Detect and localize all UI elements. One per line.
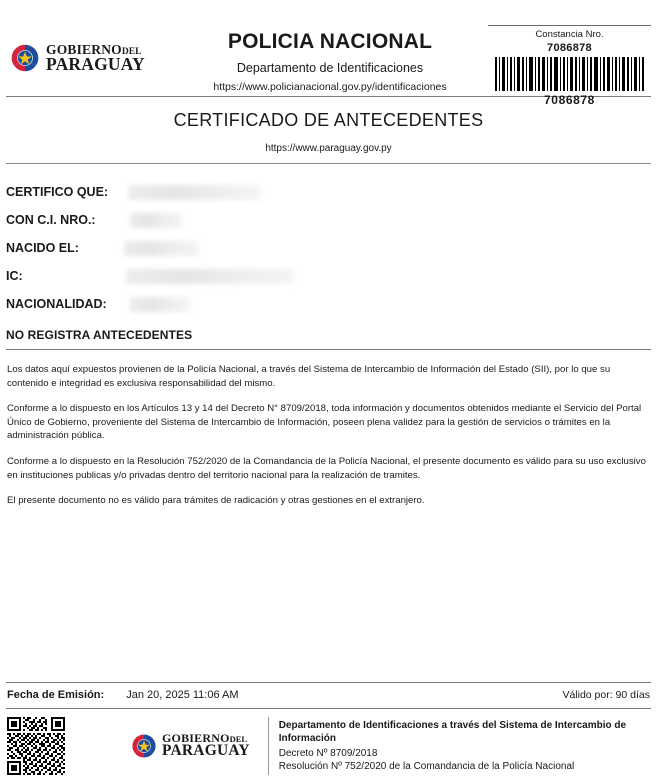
field-label-ic: IC: bbox=[6, 269, 23, 283]
organization-url: https://www.policianacional.gov.py/identificaciones bbox=[213, 81, 447, 93]
field-label-nacido-el: NACIDO EL: bbox=[6, 241, 79, 255]
footer-paraguay-emblem-icon bbox=[131, 733, 157, 759]
certificate-fields bbox=[0, 164, 657, 318]
footer-gobierno-paraguay-logo bbox=[131, 733, 250, 759]
certificate-title: CERTIFICADO DE ANTECEDENTES bbox=[173, 110, 484, 130]
field-row-con-ci-nro bbox=[6, 206, 651, 234]
barcode-top-rule bbox=[488, 25, 651, 26]
footer-vertical-divider bbox=[268, 717, 269, 775]
brand-line-gobierno-del: GOBIERNODEL bbox=[46, 41, 142, 57]
field-label-con-ci-nro: CON C.I. NRO.: bbox=[6, 213, 96, 227]
field-row-certifico-que bbox=[6, 178, 651, 206]
redacted-value-birthdate bbox=[124, 241, 199, 256]
validity-text: Válido por: 90 días bbox=[562, 689, 650, 701]
certificate-url: https://www.paraguay.gov.py bbox=[265, 143, 392, 154]
field-label-nacionalidad: NACIONALIDAD: bbox=[6, 297, 107, 311]
qr-code[interactable] bbox=[7, 717, 65, 775]
issue-date-row bbox=[0, 683, 657, 708]
barcode-number-top: 7086878 bbox=[547, 41, 592, 54]
record-result-text: NO REGISTRA ANTECEDENTES bbox=[6, 328, 193, 342]
field-row-nacido-el bbox=[6, 234, 651, 262]
legal-paragraph-3: Conforme a lo dispuesto en la Resolución 752/2020 de la Comandancia de la Policía Nacional, el presente documento es válido para su uso exclusivo en instituciones publicas y/o privadas dentro del territorio nacional para la realización de tramites. bbox=[7, 456, 646, 481]
footer-brand-wordmark bbox=[162, 733, 250, 758]
paraguay-emblem-icon bbox=[10, 43, 40, 73]
barcode-caption: Constancia Nro. bbox=[535, 29, 604, 40]
footer-brand-line-gobierno-del: GOBIERNODEL bbox=[162, 731, 248, 746]
brand-line-paraguay: PARAGUAY bbox=[46, 54, 145, 75]
footer-legal-heading: Departamento de Identificaciones a través del Sistema de Intercambio de Información bbox=[278, 719, 627, 744]
redacted-value-nationality bbox=[130, 297, 190, 312]
barcode-image bbox=[495, 57, 645, 91]
legal-body-text bbox=[0, 350, 657, 508]
constancia-barcode-block bbox=[488, 25, 651, 107]
brand-wordmark bbox=[46, 41, 145, 75]
organization-title: POLICIA NACIONAL bbox=[227, 30, 433, 53]
field-row-ic bbox=[6, 262, 651, 290]
footer-brand-line-paraguay: PARAGUAY bbox=[162, 742, 250, 760]
issue-date-label: Fecha de Emisión: bbox=[7, 689, 105, 701]
legal-paragraph-4: El presente documento no es válido para trámites de radicación y otras gestiones en el extranjero. bbox=[7, 495, 425, 507]
redacted-value-name bbox=[128, 185, 261, 200]
field-row-nacionalidad bbox=[6, 290, 651, 318]
footer-legal-decreto: Decreto Nº 8709/2018 bbox=[278, 747, 378, 759]
footer-legal-resolucion: Resolución Nº 752/2020 de la Comandancia de la Policía Nacional bbox=[278, 761, 575, 772]
issue-date-value: Jan 20, 2025 11:06 AM bbox=[126, 689, 239, 701]
field-label-certifico-que: CERTIFICO QUE: bbox=[6, 185, 109, 199]
redacted-value-ic bbox=[126, 269, 294, 284]
legal-paragraph-1: Los datos aquí expuestos provienen de la Policía Nacional, a través del Sistema de Intercambio de Información del Estado (SII), por lo que su contenido e integridad es exclusiva responsabilidad del mismo. bbox=[7, 364, 611, 389]
organization-department: Departamento de Identificaciones bbox=[236, 61, 424, 75]
legal-paragraph-2: Conforme a lo dispuesto en los Artículos 13 y 14 del Decreto N° 8709/2018, toda información y documentos obtenidos mediante el Servicio del Portal Único de Gobierno, proveniente del Sistema de Intercambio de Información, poseen plena validez para la gestión de servicios o trámites en la administración pública. bbox=[7, 403, 642, 442]
organization-heading bbox=[175, 30, 485, 93]
document-header bbox=[0, 0, 657, 107]
gobierno-paraguay-logo bbox=[10, 43, 145, 73]
footer-content-row bbox=[0, 709, 657, 783]
document-footer bbox=[0, 682, 657, 783]
redacted-value-ci bbox=[130, 213, 182, 228]
barcode-number-bottom: 7086878 bbox=[544, 92, 595, 107]
footer-legal-block bbox=[279, 719, 650, 774]
